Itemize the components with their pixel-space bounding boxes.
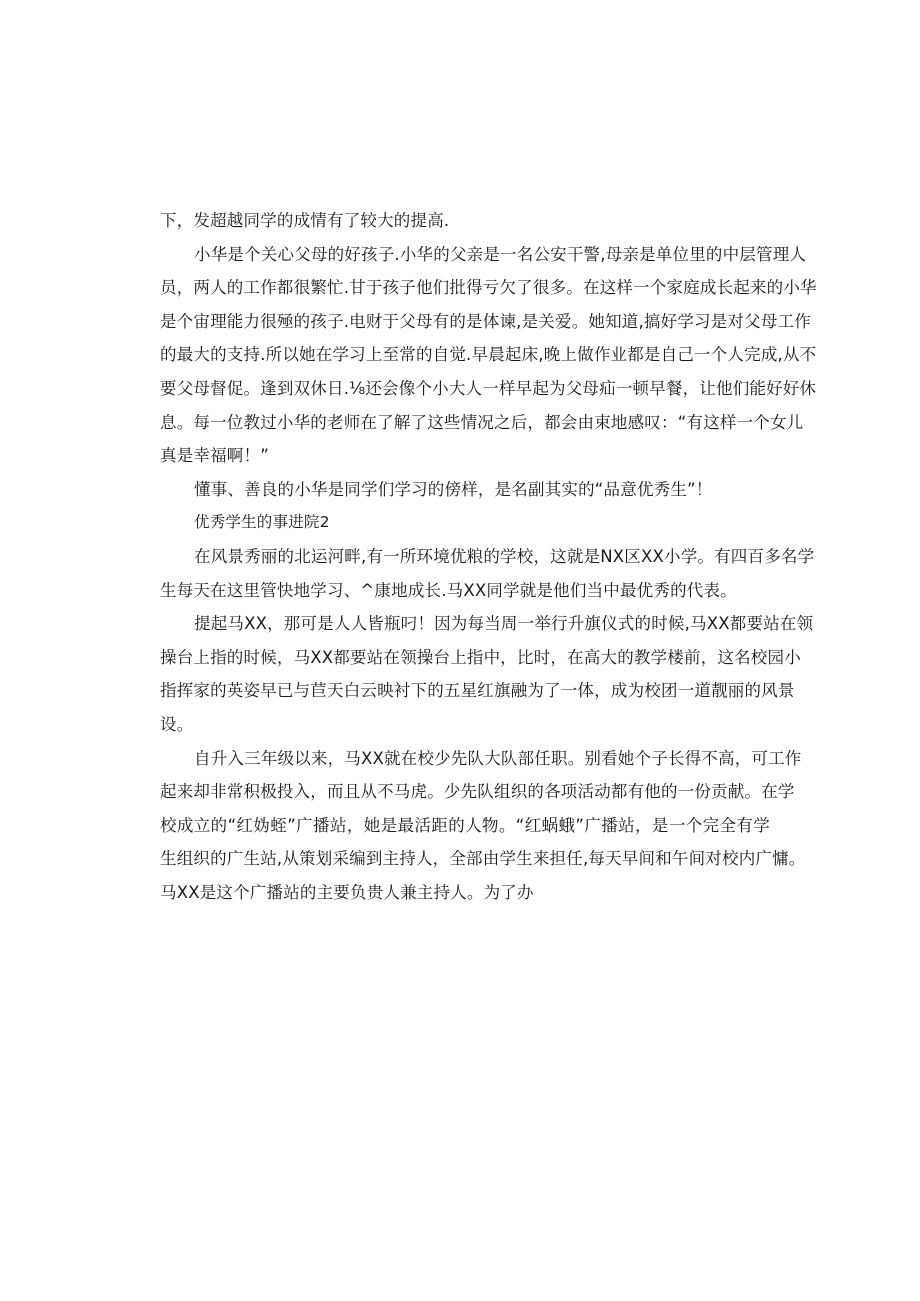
paragraph-line: 自升入三年级以来，马XX就在校少先队大队部任职。别看她个子长得不高，可工作 bbox=[194, 748, 802, 768]
paragraph-line: 小华是个关心父母的好孩子.小华的父亲是一名公安干警,母亲是单位里的中层管理人 bbox=[194, 244, 807, 264]
paragraph-line: 操台上指的时候，马XX都要站在领操台上指中，比时，在高大的教学楼前，这名校园小 bbox=[160, 647, 801, 667]
paragraph-line: 生组织的广生站,从策划采编到主持人，全部由学生来担任,每天早间和午间对校内广慵。 bbox=[160, 849, 806, 869]
document-body bbox=[160, 204, 817, 909]
section-heading: 优秀学生的事进院2 bbox=[194, 513, 330, 532]
paragraph-line: 在风景秀丽的北运河畔,有一所环境优粮的学校，这就是NX区XX小学。有四百多名学 bbox=[194, 546, 815, 566]
paragraph-line: 提起马XX，那可是人人皆瓶叼！因为每当周一举行升旗仪式的时候,马XX都要站在领 bbox=[194, 614, 814, 634]
paragraph-line: 起来却非常积极投入，而且从不马虎。少先队组织的各项活动都有他的一份贡献。在学 bbox=[160, 782, 795, 802]
paragraph-line: 设。 bbox=[160, 714, 194, 734]
paragraph-line: 的最大的支持.所以她在学习上至常的自觉.早晨起床,晚上做作业都是自己一个人完成,从不 bbox=[160, 345, 817, 365]
paragraph-line: 指挥家的英姿早已与苣天白云映衬下的五星红旗融为了一体，成为校团一道靓丽的风景 bbox=[160, 681, 795, 701]
paragraph-line: 真是幸福啊！” bbox=[160, 446, 269, 466]
paragraph-line: 员，两人的工作都很繁忙.甘于孩子他们批得亏欠了很多。在这样一个家庭成长起来的小华 bbox=[160, 278, 817, 298]
paragraph-line: 校成立的“红妫蛭”广播站，她是最活距的人物。“红蜗蛾”广播站，是一个完全有学 bbox=[160, 815, 770, 835]
paragraph-line: 懂事、善良的小华是同学们学习的傍样，是名副其实的“品意优秀生”！ bbox=[194, 479, 713, 499]
paragraph-line: 是个宙理能力很殛的孩子.电财于父母有的是体谏,是关爱。她知道,搞好学习是对父母工作 bbox=[160, 311, 811, 331]
paragraph-line: 下，发超越同学的成情有了较大的提高. bbox=[160, 211, 450, 230]
paragraph-line: 要父母督促。逢到双休日.⅛还会像个小大人一样早起为父母疝一顿早餐，让他们能好好休 bbox=[160, 378, 817, 398]
paragraph-line: 马XX是这个广播站的主要负贵人兼主持人。为了办 bbox=[160, 882, 534, 902]
paragraph-line: 息。每一位教过小华的老师在了解了这些情况之后，都会由束地感叹：“有这样一个女儿 bbox=[160, 412, 804, 432]
paragraph-line: 生每天在这里管快地学习、^康地成长.马XX同学就是他们当中最优秀的代表。 bbox=[160, 580, 737, 600]
